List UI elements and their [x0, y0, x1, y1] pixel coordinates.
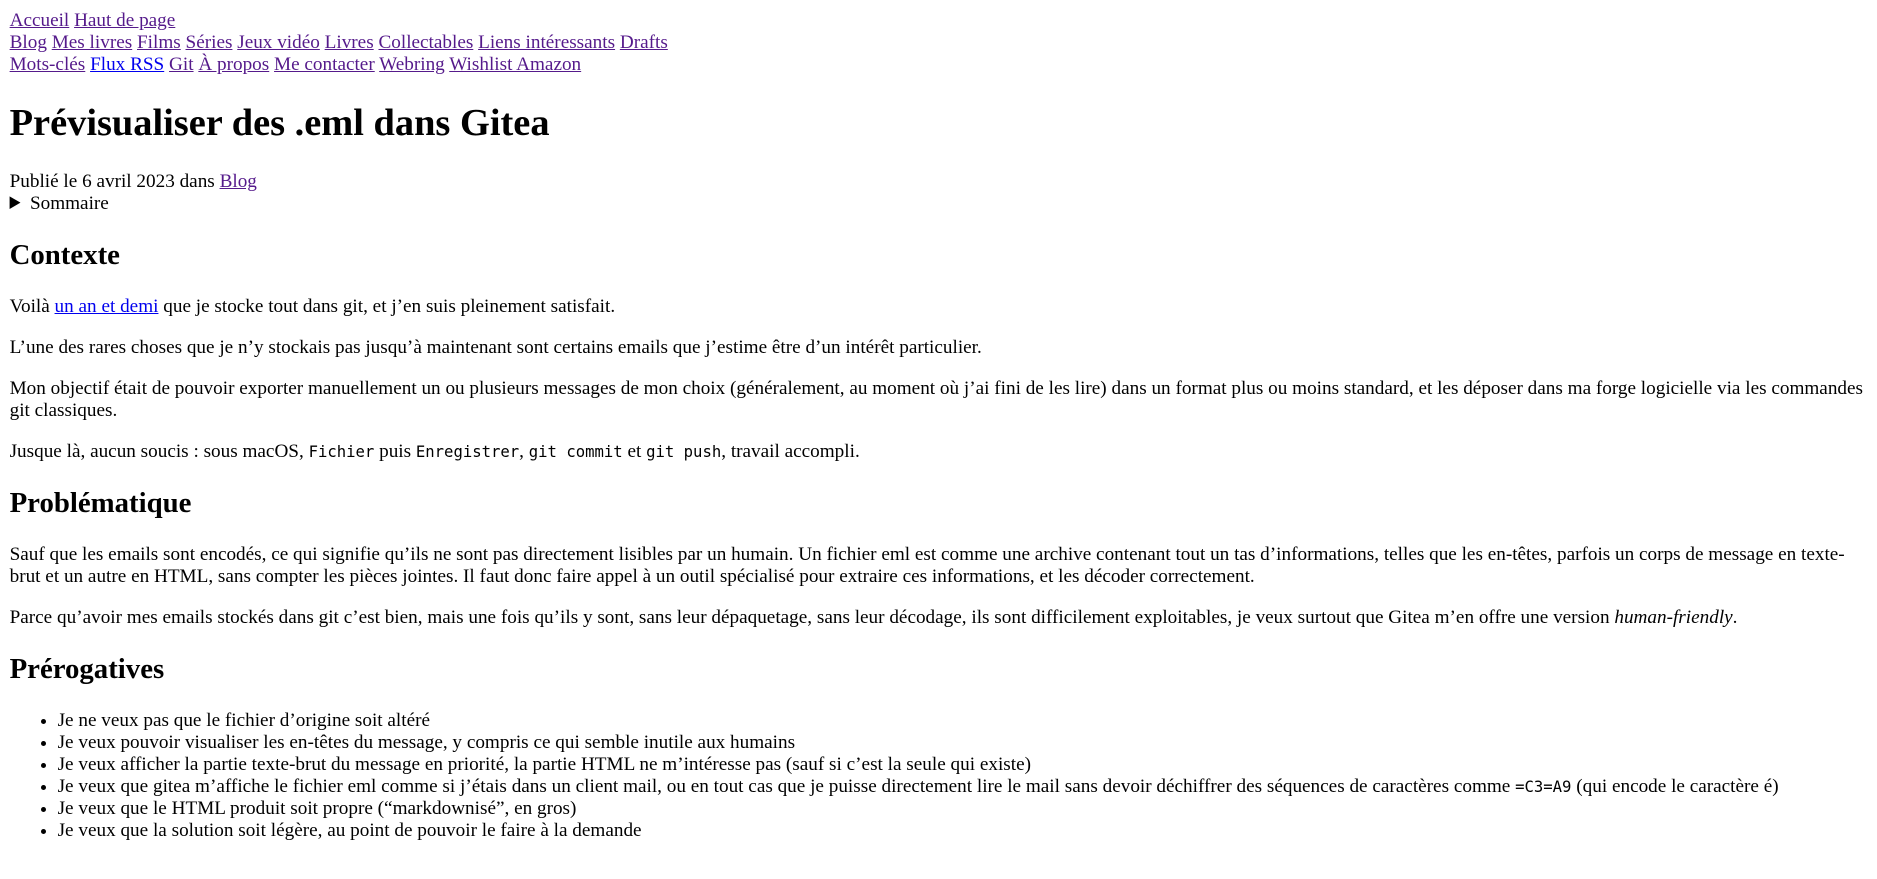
inline-code: Enregistrer	[415, 443, 520, 462]
section-heading-problematique: Problématique	[9, 487, 192, 520]
paragraph: Voilà un an et demi que je stocke tout dans git, et j’en suis pleinement satisfait.	[9, 295, 616, 317]
section-heading-prerogatives: Prérogatives	[9, 653, 165, 686]
paragraph: Jusque là, aucun soucis : sous macOS, Fichier puis Enregistrer, git commit et git push, travail accompli.	[9, 441, 860, 463]
section-prerogatives	[10, 653, 1868, 842]
link-drafts[interactable]: Drafts	[619, 31, 668, 53]
list-item: • Je ne veux pas que le fichier d’origine soit altéré	[58, 710, 1868, 732]
link-me-contacter[interactable]: Me contacter	[274, 53, 375, 75]
link-liens-interessants[interactable]: Liens intéressants	[478, 31, 616, 53]
byline: Publié le 6 avril 2023 dans Blog	[9, 171, 257, 193]
link-haut-de-page[interactable]: Haut de page	[74, 9, 176, 31]
page-title: Prévisualiser des .eml dans Gitea	[9, 102, 550, 145]
link-un-an-et-demi[interactable]: un an et demi	[54, 295, 159, 317]
link-accueil[interactable]: Accueil	[9, 9, 70, 31]
nav-row-main	[10, 32, 1868, 54]
link-flux-rss[interactable]: Flux RSS	[90, 53, 165, 75]
link-jeux-video[interactable]: Jeux vidéo	[237, 31, 320, 53]
inline-code: Fichier	[308, 443, 375, 462]
inline-code: git push	[646, 443, 722, 462]
article	[10, 101, 1868, 842]
inline-code: git commit	[528, 443, 623, 462]
link-films[interactable]: Films	[137, 31, 181, 53]
link-collectables[interactable]: Collectables	[378, 31, 474, 53]
link-wishlist-amazon[interactable]: Wishlist Amazon	[449, 53, 582, 75]
nav-row-secondary	[10, 54, 1868, 76]
paragraph: Mon objectif était de pouvoir exporter manuellement un ou plusieurs messages de mon choix (généralement, au moment où j’ai fini de les lire) dans un format plus ou moins standard, et les déposer dans ma forge logicielle via les commandes git classiques.	[9, 378, 1863, 422]
section-problematique	[10, 487, 1868, 629]
list-item: • Je veux pouvoir visualiser les en-têtes du message, y compris ce qui semble inutile aux humains	[58, 732, 1868, 754]
nav-row-top	[10, 10, 1868, 32]
link-a-propos[interactable]: À propos	[198, 53, 270, 75]
link-series[interactable]: Séries	[185, 31, 233, 53]
link-livres[interactable]: Livres	[324, 31, 374, 53]
prerogatives-list	[10, 710, 1868, 842]
section-heading-contexte: Contexte	[9, 238, 120, 271]
toc-summary[interactable]: Sommaire	[29, 193, 109, 215]
paragraph: Sauf que les emails sont encodés, ce qui signifie qu’ils ne sont pas directement lisibles par un humain. Un fichier eml est comme une archive contenant tout un tas d’informations, telles que les en-têtes, parfois un corps de message en texte-brut et un autre en HTML, sans compter les pièces jointes. Il faut donc faire appel à un outil spécialisé pour extraire ces informations, et les décoder correctement.	[9, 544, 1845, 588]
paragraph: L’une des rares choses que je n’y stockais pas jusqu’à maintenant sont certains emails que j’estime être d’un intérêt particulier.	[9, 337, 982, 358]
inline-code: =C3=A9	[1515, 778, 1572, 797]
link-webring[interactable]: Webring	[379, 53, 445, 75]
link-blog[interactable]: Blog	[9, 31, 47, 53]
link-git[interactable]: Git	[169, 53, 194, 75]
link-mots-cles[interactable]: Mots-clés	[9, 53, 86, 75]
link-mes-livres[interactable]: Mes livres	[51, 31, 133, 53]
list-item: • Je veux que gitea m’affiche le fichier eml comme si j’étais dans un client mail, ou en tout cas que je puisse directement lire le mail sans devoir déchiffrer des séquences de caractères comme =C3=A9 (qui encode le caractère é)	[58, 776, 1868, 798]
list-item: • Je veux que la solution soit légère, au point de pouvoir le faire à la demande	[58, 820, 1868, 842]
site-header	[10, 10, 1868, 76]
emphasis-text: human-friendly	[1614, 607, 1733, 629]
link-blog[interactable]: Blog	[219, 171, 257, 193]
toc-details	[10, 193, 1868, 215]
list-item: • Je veux que le HTML produit soit propre (“markdownisé”, en gros)	[58, 798, 1868, 820]
paragraph: Parce qu’avoir mes emails stockés dans git c’est bien, mais une fois qu’ils y sont, sans leur dépaquetage, sans leur décodage, ils sont difficilement exploitables, je veux surtout que Gitea m’en offre une version human-friendly.	[9, 607, 1738, 629]
list-item: • Je veux afficher la partie texte-brut du message en priorité, la partie HTML ne m’intéresse pas (sauf si c’est la seule qui existe)	[58, 754, 1868, 776]
section-contexte	[10, 239, 1868, 463]
